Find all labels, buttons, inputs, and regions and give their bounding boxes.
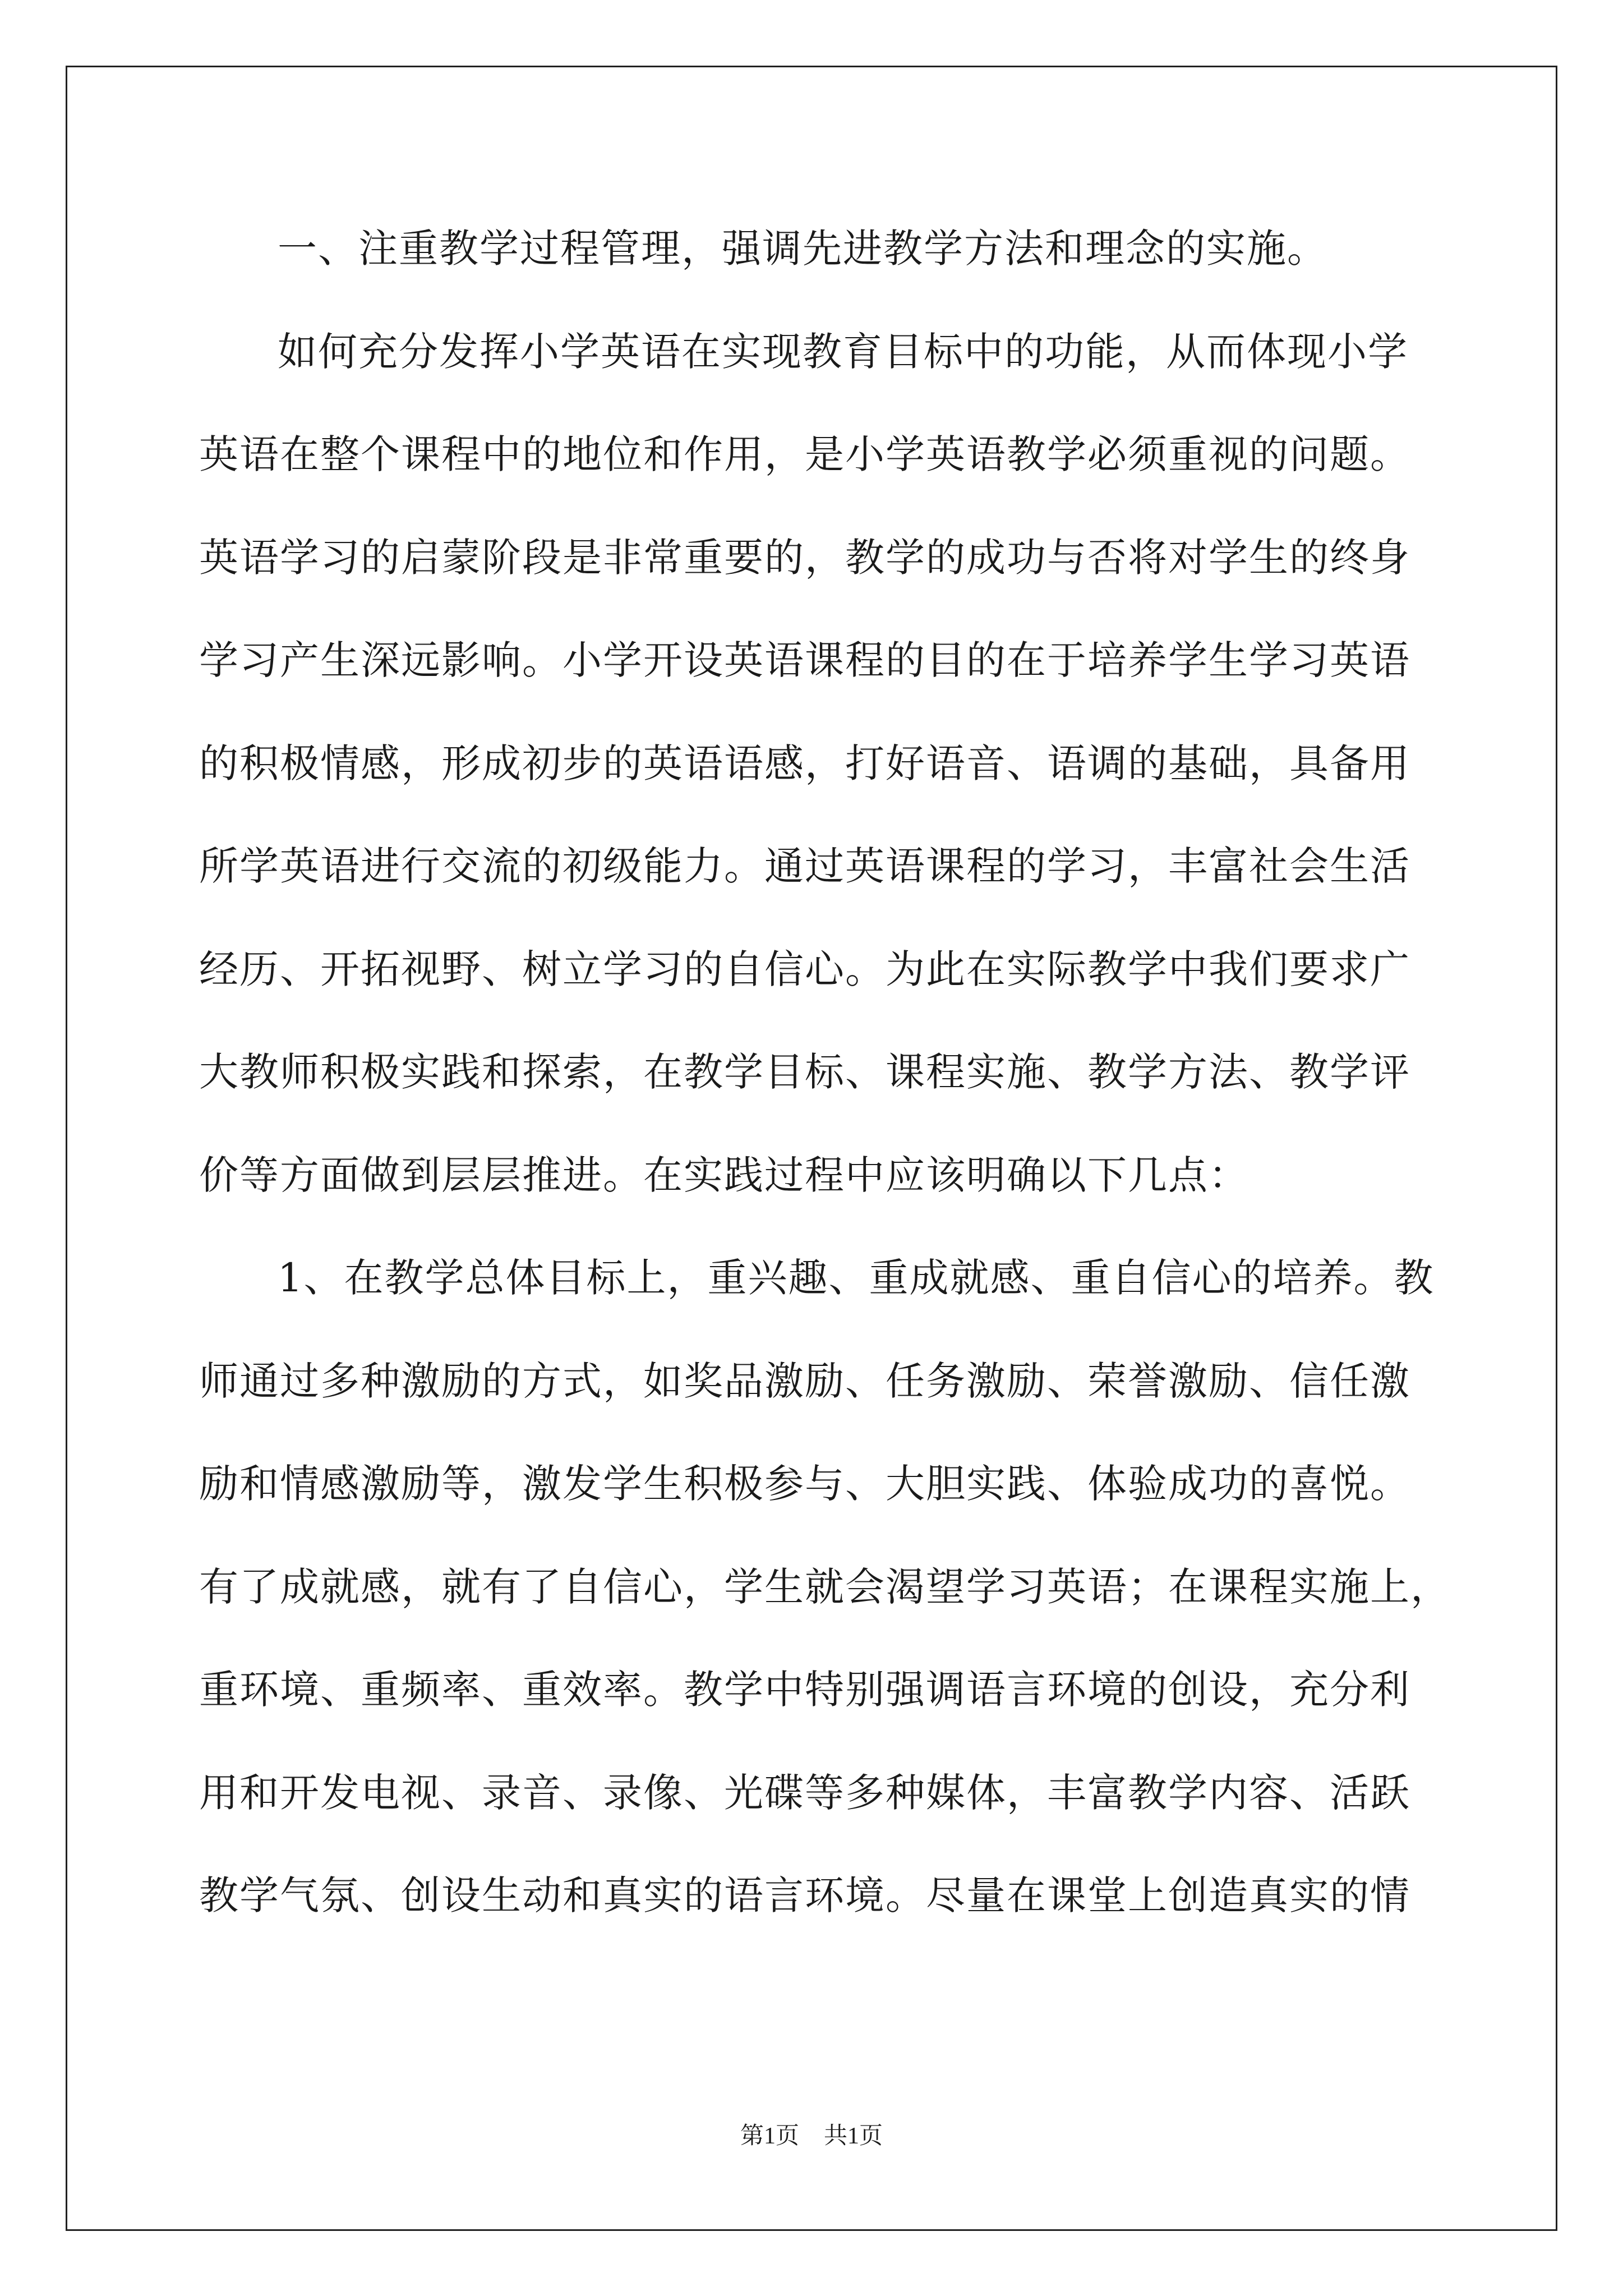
paragraph-line: 如何充分发挥小学英语在实现教育目标中的功能，从而体现小学 — [278, 328, 1408, 375]
paragraph-line: 价等方面做到层层推进。在实践过程中应该明确以下几点： — [199, 1152, 1249, 1198]
paragraph-line: 有了成就感，就有了自信心，学生就会渴望学习英语；在课程实施上， — [199, 1563, 1451, 1610]
paragraph-line: 所学英语进行交流的初级能力。通过英语课程的学习，丰富社会生活 — [199, 843, 1410, 889]
page-total: 共1页 — [824, 2123, 883, 2149]
page-footer — [0, 2119, 1623, 2153]
paragraph-line: 1、在教学总体目标上，重兴趣、重成就感、重自信心的培养。教 — [278, 1255, 1435, 1301]
paragraph-line: 的积极情感，形成初步的英语语感，打好语音、语调的基础，具备用 — [199, 740, 1410, 786]
document-body — [199, 197, 1451, 1948]
paragraph-line: 经历、开拓视野、树立学习的自信心。为此在实际教学中我们要求广 — [199, 946, 1410, 992]
paragraph-line: 用和开发电视、录音、录像、光碟等多种媒体，丰富教学内容、活跃 — [199, 1769, 1410, 1816]
paragraph-line: 学习产生深远影响。小学开设英语课程的目的在于培养学生学习英语 — [199, 637, 1410, 683]
paragraph-line: 重环境、重频率、重效率。教学中特别强调语言环境的创设，充分利 — [199, 1667, 1410, 1713]
paragraph-line: 英语在整个课程中的地位和作用，是小学英语教学必须重视的问题。 — [199, 431, 1410, 477]
paragraph-line: 英语学习的启蒙阶段是非常重要的，教学的成功与否将对学生的终身 — [199, 534, 1410, 581]
page-number: 第1页 — [740, 2123, 799, 2149]
paragraph-line: 师通过多种激励的方式，如奖品激励、任务激励、荣誉激励、信任激 — [199, 1358, 1410, 1404]
paragraph-line: 励和情感激励等，激发学生积极参与、大胆实践、体验成功的喜悦。 — [199, 1461, 1410, 1507]
paragraph-line: 教学气氛、创设生动和真实的语言环境。尽量在课堂上创造真实的情 — [199, 1872, 1410, 1918]
paragraph-line: 大教师积极实践和探索，在教学目标、课程实施、教学方法、教学评 — [199, 1049, 1410, 1095]
section-heading: 一、注重教学过程管理，强调先进教学方法和理念的实施。 — [278, 226, 1327, 272]
